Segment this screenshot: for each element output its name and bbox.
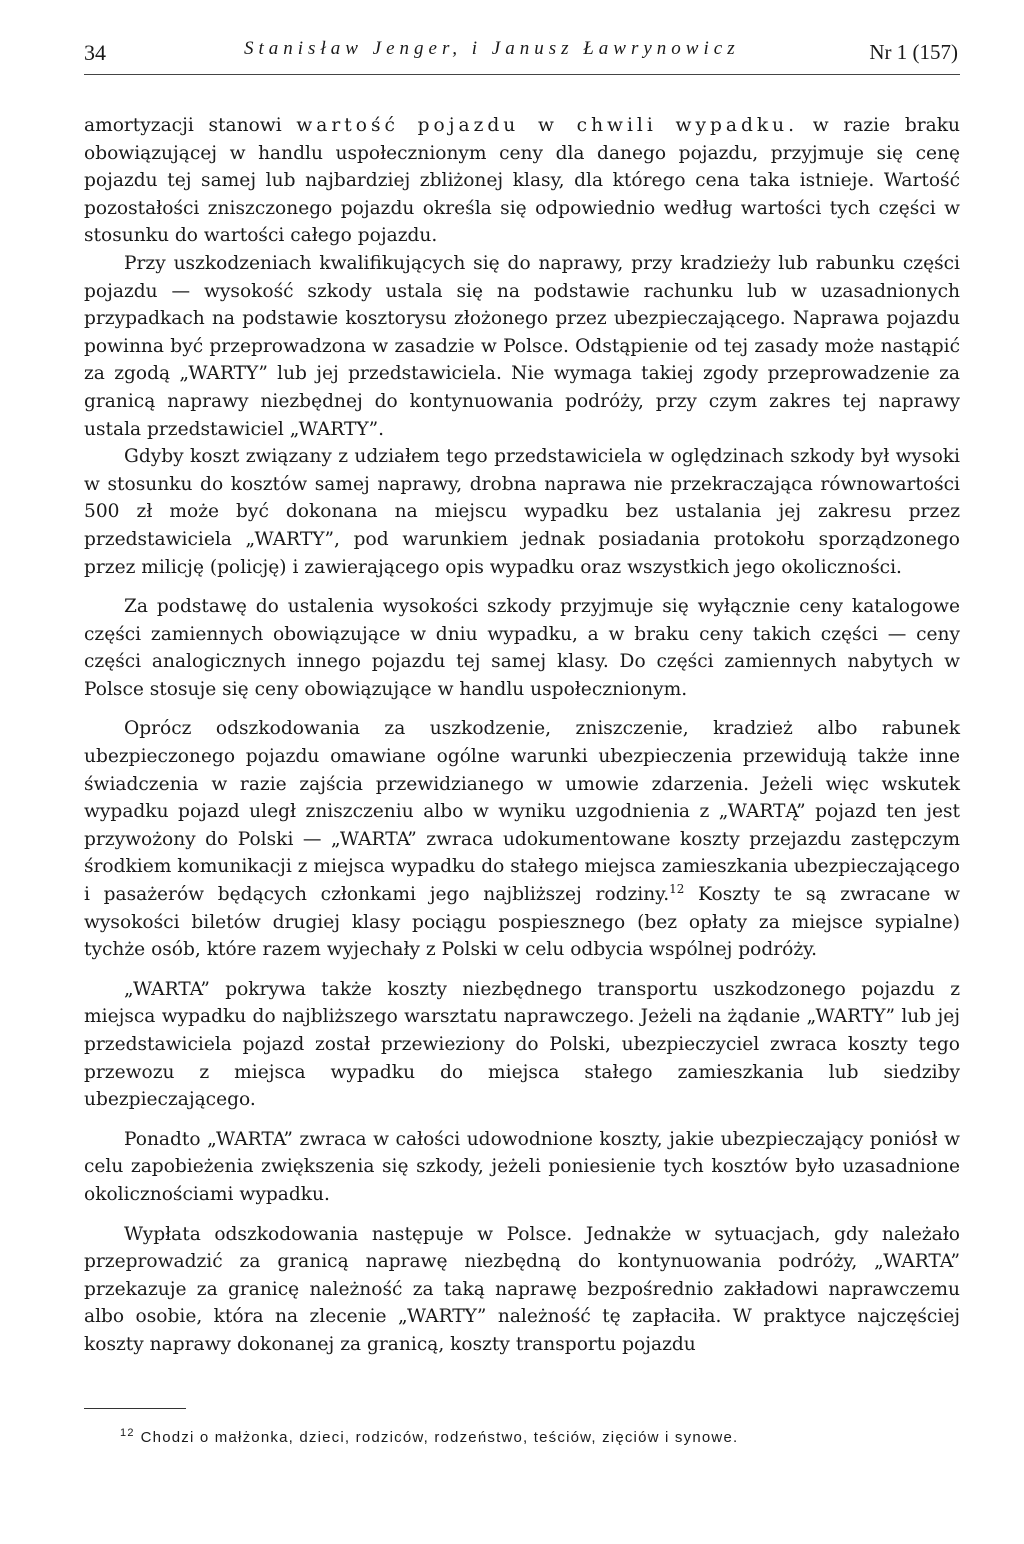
footnote: [120, 1427, 960, 1446]
header-rule: [84, 74, 960, 75]
issue-number: Nr 1 (157): [869, 40, 958, 64]
paragraph-4: Za podstawę do ustalenia wysokości szkody przyjmuje się wyłącznie ceny katalogowe części zamiennych obowiązujące w dniu wypadku, a w braku ceny takich części — ceny części analogicznych innego pojazdu tej samej klasy. Do części zamiennych nabytych w Polsce stosuje się ceny obowiązujące w handlu uspołecznionym.: [84, 596, 960, 700]
paragraph-5-text: Oprócz odszkodowania za uszkodzenie, zniszczenie, kradzież albo rabunek ubezpieczonego pojazdu omawiane ogólne warunki ubezpieczenia przewidują także inne świadczenia w razie zajścia przewidzianego w umowie zdarzenia. Jeżeli więc wskutek wypadku pojazd uległ zniszczeniu albo w wyniku uzgodnienia z „WARTĄ” pojazd ten jest przywożony do Polski — „WARTA” zwraca udokumentowane koszty przejazdu zastępczym środkiem komunikacji z miejsca wypadku do stałego miejsca zamieszkania ubezpieczającego i pasażerów będących członkami jego najbliższej rodziny.: [84, 718, 960, 906]
spaced-emphasis: wartość pojazdu w chwili wypadku.: [296, 115, 798, 136]
page-number: 34: [84, 40, 106, 65]
paragraph-5: [84, 715, 960, 963]
article-body: [84, 112, 960, 1359]
paragraph-7: Ponadto „WARTA” zwraca w całości udowodnione koszty, jakie ubezpieczający poniósł w celu zapobieżenia zwiększenia się szkody, jeżeli poniesienie tych kosztów było uzasadnione okolicznościami wypadku.: [84, 1128, 960, 1205]
paragraph-1: [84, 112, 960, 250]
footnote-reference: 12: [669, 881, 685, 896]
paragraph-3: Gdyby koszt związany z udziałem tego przedstawiciela w oględzinach szkody był wysoki w stosunku do kosztów samej naprawy, drobna naprawa nie przekraczająca równowartości 500 zł może być dokonana na miejscu wypadku bez ustalania jej zakresu przez przedstawiciela „WARTY”, pod warunkiem jednak posiadania protokołu sporządzonego przez milicję (policję) i zawierającego opis wypadku oraz wszystkich jego okoliczności.: [84, 446, 960, 578]
footnote-text: Chodzi o małżonka, dzieci, rodziców, rodzeństwo, teściów, zięciów i synowe.: [140, 1429, 739, 1446]
paragraph-2: Przy uszkodzeniach kwalifikujących się do naprawy, przy kradzieży lub rabunku części pojazdu — wysokość szkody ustala się na podstawie rachunku lub w uzasadnionych przypadkach na podstawie kosztorysu złożonego przez ubezpieczającego. Naprawa pojazdu powinna być przeprowadzona w zasadzie w Polsce. Odstąpienie od tej zasady może nastąpić za zgodą „WARTY” lub jej przedstawiciela. Nie wymaga takiej zgody przeprowadzenie za granicą naprawy niezbędnej do kontynuowania podróży, przy czym zakres tej naprawy ustala przedstawiciel „WARTY”.: [84, 252, 960, 440]
page-header: [84, 36, 958, 66]
paragraph-6: „WARTA” pokrywa także koszty niezbędnego transportu uszkodzonego pojazdu z miejsca wypadku do najbliższego warsztatu naprawczego. Jeżeli na żądanie „WARTY” lub jej przedstawiciela pojazd został przewieziony do Polski, ubezpieczyciel zwraca koszty tego przewozu z miejsca wypadku do miejsca stałego zamieszkania lub siedziby ubezpieczającego.: [84, 978, 960, 1111]
footnote-number: 12: [120, 1427, 135, 1439]
paragraph-1-lead: amortyzacji stanowi: [84, 115, 297, 136]
paragraph-5-cont: Koszty te są zwracane w wysokości biletów drugiej klasy pociągu pospiesznego (bez opłaty za miejsce sypialne) tychże osób, które razem wyjechały z Polski w celu odbycia wspólnej podróży.: [84, 884, 960, 961]
paragraph-8: Wypłata odszkodowania następuje w Polsce. Jednakże w sytuacjach, gdy należało przeprowadzić za granicą naprawę niezbędną do kontynuowania podróży, „WARTA” przekazuje za granicę należność za taką naprawę bezpośrednio zakładowi naprawczemu albo osobie, która na zlecenie „WARTY” należność tę zapłaciła. W praktyce najczęściej koszty naprawy dokonanej za granicą, koszty transportu pojazdu: [84, 1223, 960, 1355]
footnote-rule: [84, 1408, 186, 1409]
running-title: Stanisław Jenger, i Janusz Ławrynowicz: [244, 38, 740, 59]
paragraph-1-rest: w razie braku obowiązującej w handlu uspołecznionym ceny dla danego pojazdu, przyjmuje się cenę pojazdu tej samej lub najbardziej zbliżonej klasy, dla którego cena taka istnieje. Wartość pozostałości zniszczonego pojazdu określa się odpowiednio według wartości tych części w stosunku do wartości całego pojazdu.: [84, 115, 960, 247]
